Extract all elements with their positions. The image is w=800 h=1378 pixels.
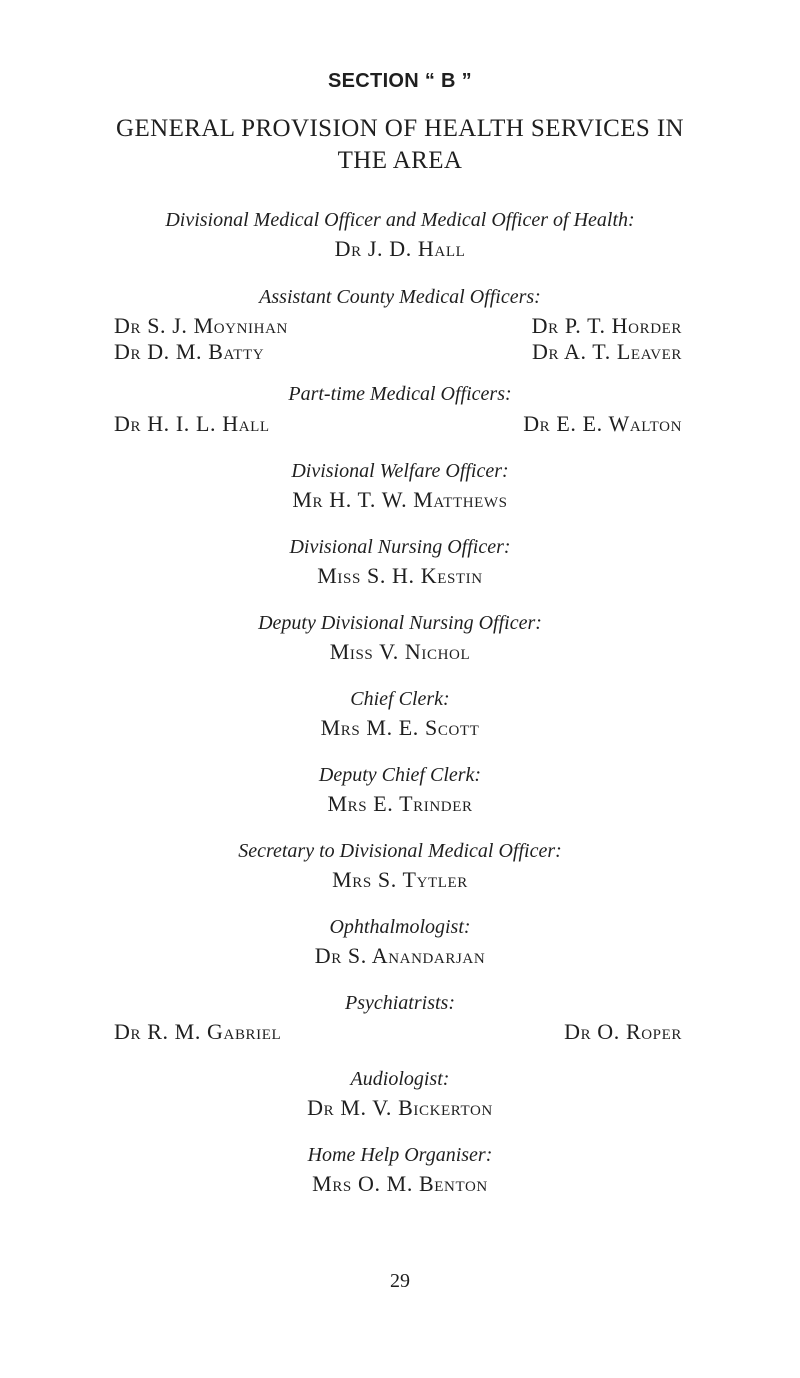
name-divisional-nursing-officer: Miss S. H. Kestin <box>317 563 483 588</box>
role-divisional-welfare-officer: Divisional Welfare Officer: <box>291 460 509 482</box>
role-divisional-nursing-officer: Divisional Nursing Officer: <box>289 536 511 558</box>
name-deputy-chief-clerk: Mrs E. Trinder <box>327 791 473 816</box>
page-heading-line-1: GENERAL PROVISION OF HEALTH SERVICES IN <box>115 115 685 142</box>
role-divisional-medical-officer: Divisional Medical Officer and Medical Officer of Health: <box>165 209 635 231</box>
role-ophthalmologist: Ophthalmologist: <box>329 916 471 938</box>
name-psychiatrist-1: Dr R. M. Gabriel <box>114 1019 282 1044</box>
name-home-help-organiser: Mrs O. M. Benton <box>312 1171 488 1196</box>
name-part-time-officer-2: Dr E. E. Walton <box>523 411 682 436</box>
name-assistant-officer-2: Dr P. T. Horder <box>531 313 682 338</box>
name-audiologist: Dr M. V. Bickerton <box>307 1095 493 1120</box>
name-assistant-officer-1: Dr S. J. Moynihan <box>114 313 288 338</box>
section-label: SECTION “ B ” <box>328 70 472 92</box>
name-part-time-officer-1: Dr H. I. L. Hall <box>114 411 270 436</box>
name-deputy-divisional-nursing-officer: Miss V. Nichol <box>329 639 471 664</box>
name-assistant-officer-3: Dr D. M. Batty <box>114 339 265 364</box>
name-assistant-officer-4: Dr A. T. Leaver <box>532 339 682 364</box>
name-divisional-medical-officer: Dr J. D. Hall <box>334 236 466 261</box>
role-secretary: Secretary to Divisional Medical Officer: <box>238 840 562 862</box>
role-audiologist: Audiologist: <box>350 1068 450 1090</box>
name-divisional-welfare-officer: Mr H. T. W. Matthews <box>292 487 508 512</box>
role-part-time-medical-officers: Part-time Medical Officers: <box>288 383 512 405</box>
name-secretary: Mrs S. Tytler <box>332 867 468 892</box>
role-assistant-county-medical-officers: Assistant County Medical Officers: <box>259 286 541 308</box>
name-chief-clerk: Mrs M. E. Scott <box>320 715 480 740</box>
role-deputy-divisional-nursing-officer: Deputy Divisional Nursing Officer: <box>258 612 542 634</box>
page-number: 29 <box>390 1270 410 1292</box>
role-deputy-chief-clerk: Deputy Chief Clerk: <box>318 764 482 786</box>
name-psychiatrist-2: Dr O. Roper <box>564 1019 682 1044</box>
role-home-help-organiser: Home Help Organiser: <box>307 1144 493 1166</box>
name-ophthalmologist: Dr S. Anandarjan <box>314 943 486 968</box>
page-heading-line-2: THE AREA <box>337 147 463 174</box>
role-chief-clerk: Chief Clerk: <box>350 688 450 710</box>
role-psychiatrists: Psychiatrists: <box>345 992 455 1014</box>
